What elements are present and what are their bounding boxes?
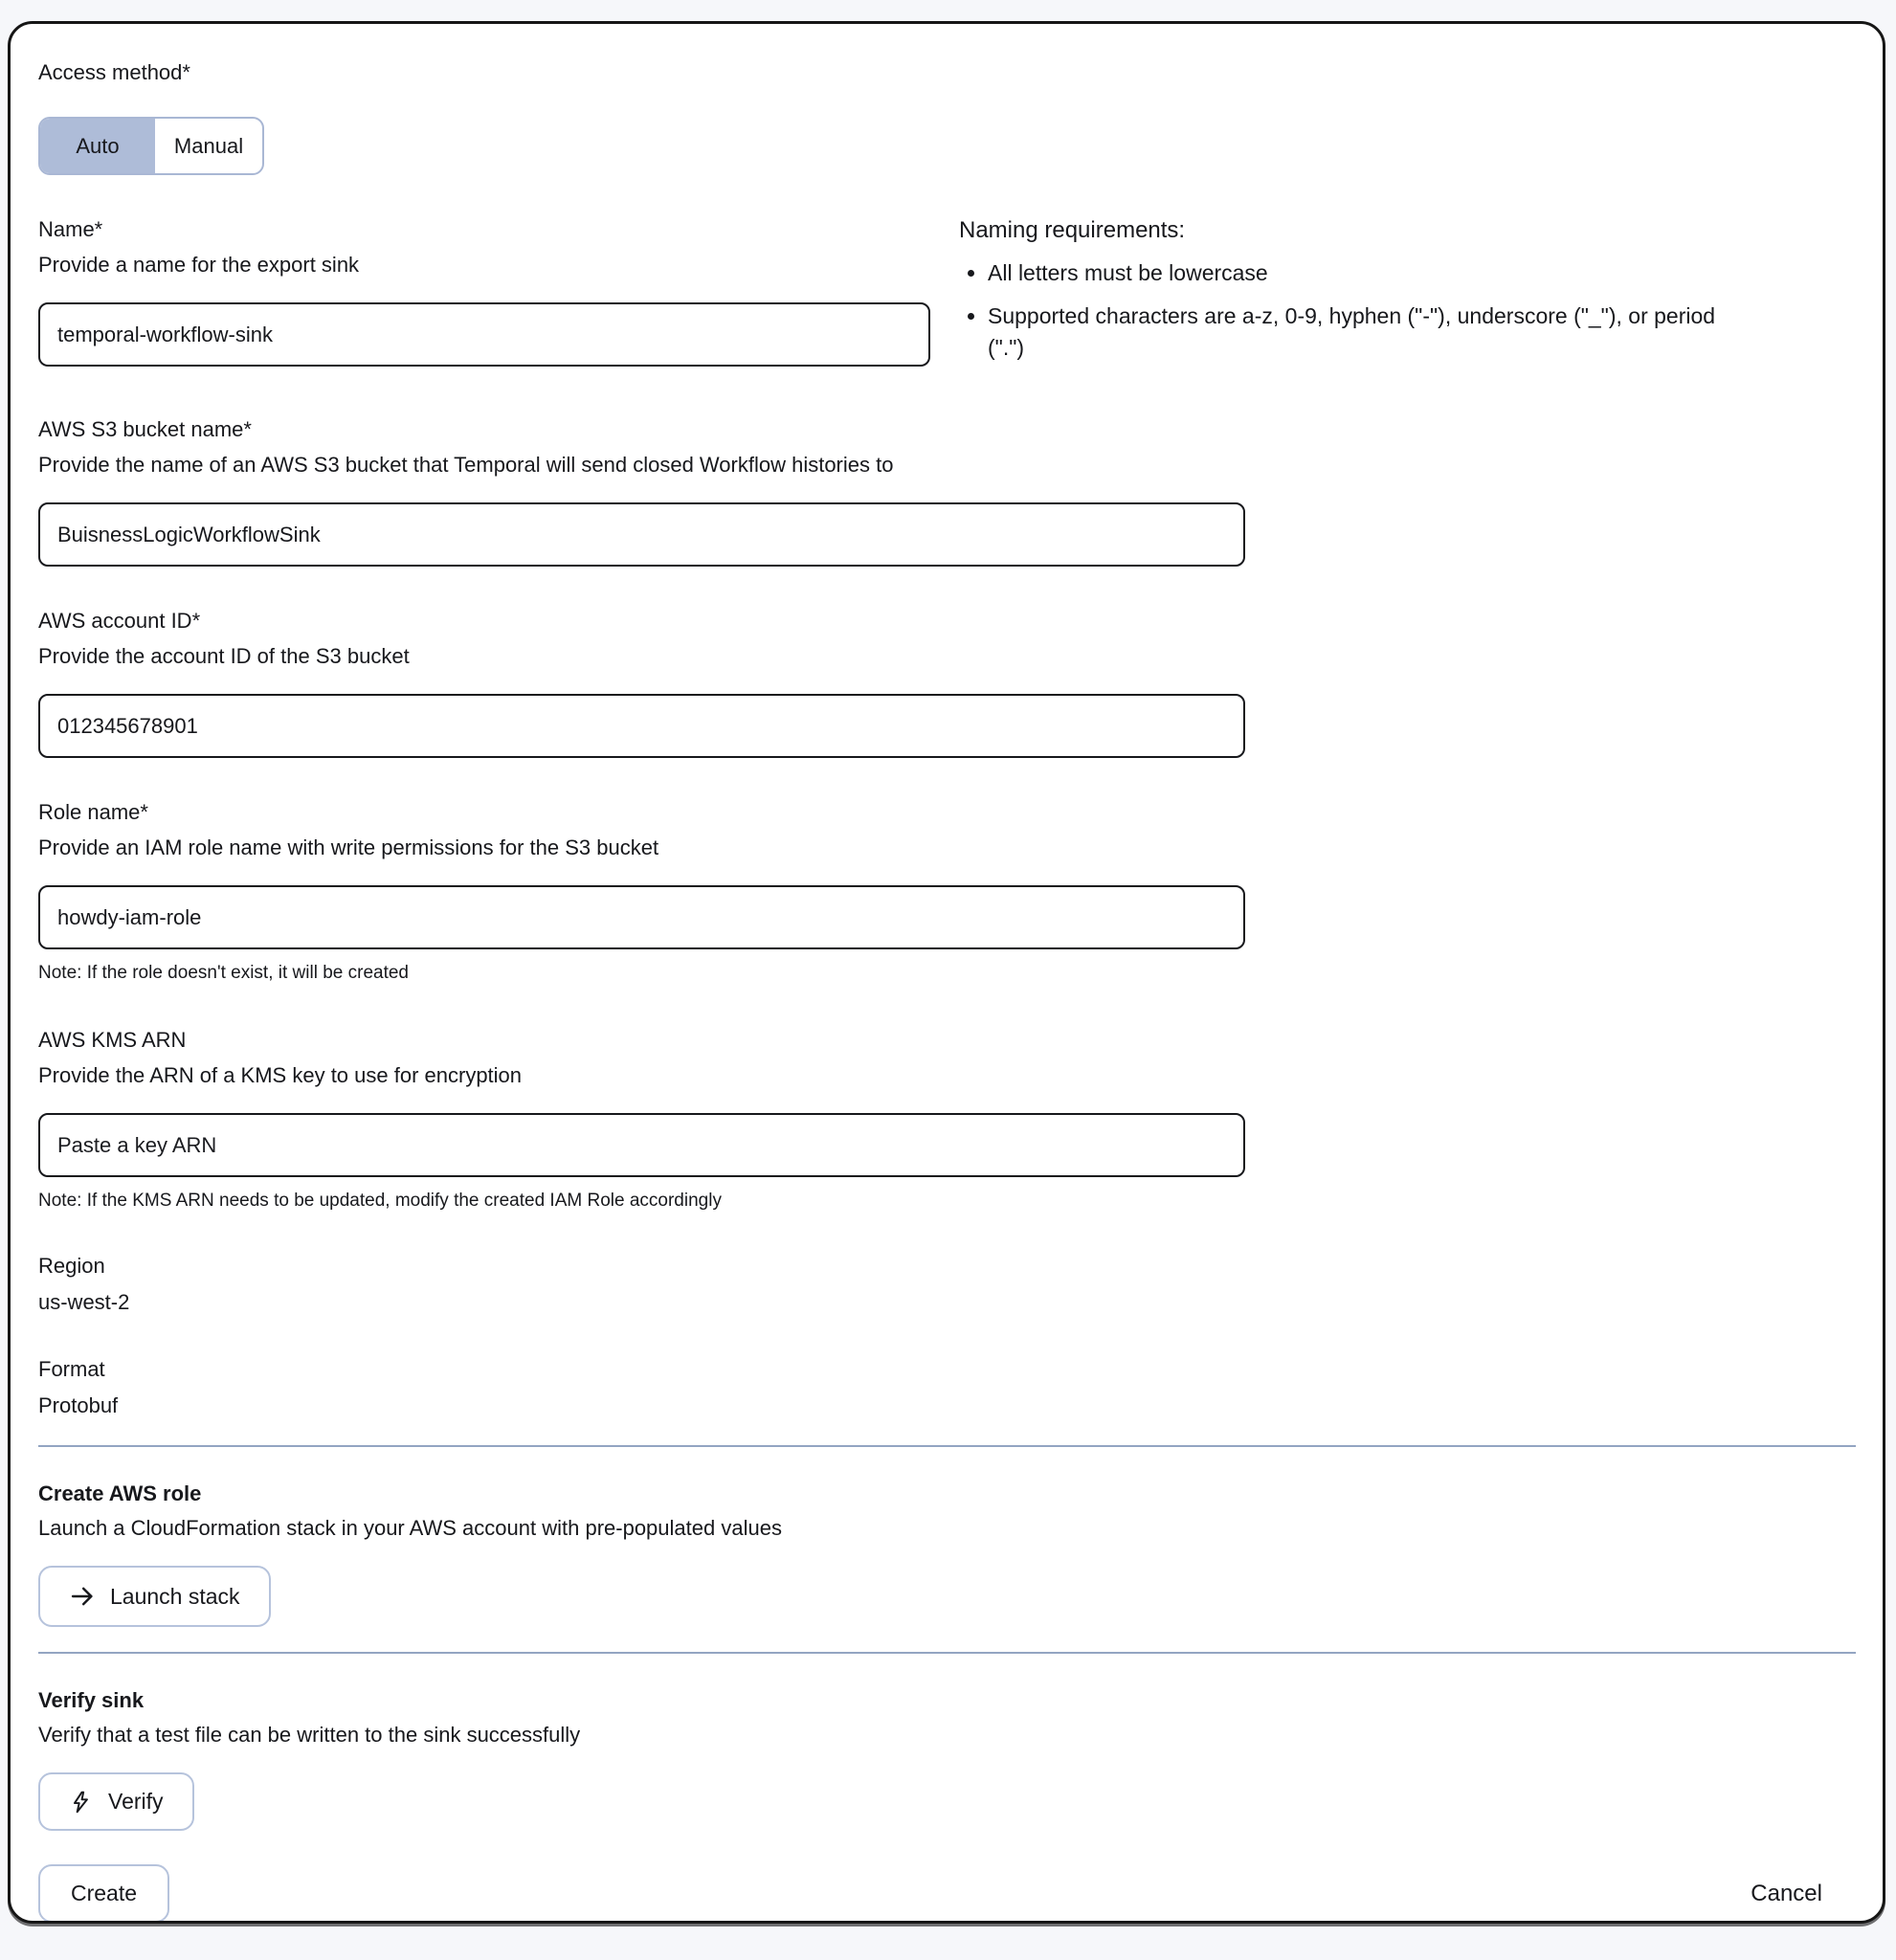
create-aws-role-description: Launch a CloudFormation stack in your AWS account with pre-populated values	[38, 1516, 782, 1540]
role-name-input[interactable]	[38, 885, 1245, 949]
lightning-bolt-icon	[69, 1790, 94, 1815]
create-button[interactable]: Create	[38, 1864, 169, 1923]
name-description: Provide a name for the export sink	[38, 253, 360, 277]
format-value: Protobuf	[38, 1393, 119, 1417]
name-and-requirements-row	[38, 215, 1850, 375]
kms-arn-field-group	[38, 1026, 1850, 1214]
region-label: Region	[38, 1254, 105, 1278]
arrow-right-icon	[69, 1583, 96, 1610]
role-name-field-group	[38, 798, 1850, 986]
create-aws-role-title: Create AWS role	[38, 1481, 202, 1505]
name-field-group	[38, 215, 930, 367]
kms-arn-label: AWS KMS ARN	[38, 1028, 187, 1052]
launch-stack-button[interactable]	[38, 1566, 271, 1627]
aws-account-id-input[interactable]	[38, 694, 1245, 758]
s3-bucket-description: Provide the name of an AWS S3 bucket that Temporal will send closed Workflow histories to	[38, 453, 894, 477]
manual-option-label: Manual	[173, 133, 244, 158]
region-group	[38, 1252, 1850, 1317]
account-id-field-group	[38, 607, 1850, 758]
s3-bucket-field-group	[38, 415, 1850, 567]
kms-arn-note: Note: If the KMS ARN needs to be updated, modify the created IAM Role accordingly	[38, 1191, 722, 1211]
kms-arn-input[interactable]	[38, 1113, 1245, 1177]
access-method-label: Access method*	[38, 60, 190, 84]
launch-stack-label: Launch stack	[110, 1583, 240, 1609]
verify-button[interactable]	[38, 1772, 194, 1831]
format-group	[38, 1355, 1850, 1420]
access-method-manual-option[interactable]	[155, 119, 262, 173]
cancel-button[interactable]: Cancel	[1751, 1880, 1822, 1906]
section-divider	[38, 1652, 1856, 1654]
naming-requirements-list	[959, 257, 1725, 364]
access-method-auto-option[interactable]	[40, 119, 155, 173]
name-label: Name*	[38, 217, 103, 241]
s3-bucket-label: AWS S3 bucket name*	[38, 417, 252, 441]
naming-requirements-title: Naming requirements:	[959, 217, 1186, 243]
form-footer	[38, 1864, 1850, 1923]
name-input[interactable]	[38, 302, 930, 367]
verify-label: Verify	[108, 1789, 164, 1814]
create-aws-role-section	[38, 1480, 1850, 1627]
auto-option-label: Auto	[76, 133, 120, 158]
role-name-note: Note: If the role doesn't exist, it will be created	[38, 963, 409, 983]
kms-arn-description: Provide the ARN of a KMS key to use for encryption	[38, 1063, 523, 1087]
section-divider	[38, 1445, 1856, 1447]
verify-sink-section	[38, 1686, 1850, 1831]
verify-sink-title: Verify sink	[38, 1688, 145, 1712]
account-id-label: AWS account ID*	[38, 609, 201, 633]
export-sink-form	[8, 21, 1885, 1924]
naming-requirement-item: • All letters must be lowercase	[988, 257, 1725, 289]
region-value: us-west-2	[38, 1290, 130, 1314]
verify-sink-description: Verify that a test file can be written to the sink successfully	[38, 1723, 581, 1747]
naming-requirements	[959, 215, 1725, 375]
access-method-toggle	[38, 117, 264, 175]
role-name-description: Provide an IAM role name with write permissions for the S3 bucket	[38, 835, 659, 859]
naming-requirement-item: • Supported characters are a-z, 0-9, hyphen ("-"), underscore ("_"), or period (".")	[988, 301, 1725, 364]
account-id-description: Provide the account ID of the S3 bucket	[38, 644, 410, 668]
s3-bucket-name-input[interactable]	[38, 502, 1245, 567]
role-name-label: Role name*	[38, 800, 148, 824]
format-label: Format	[38, 1357, 105, 1381]
